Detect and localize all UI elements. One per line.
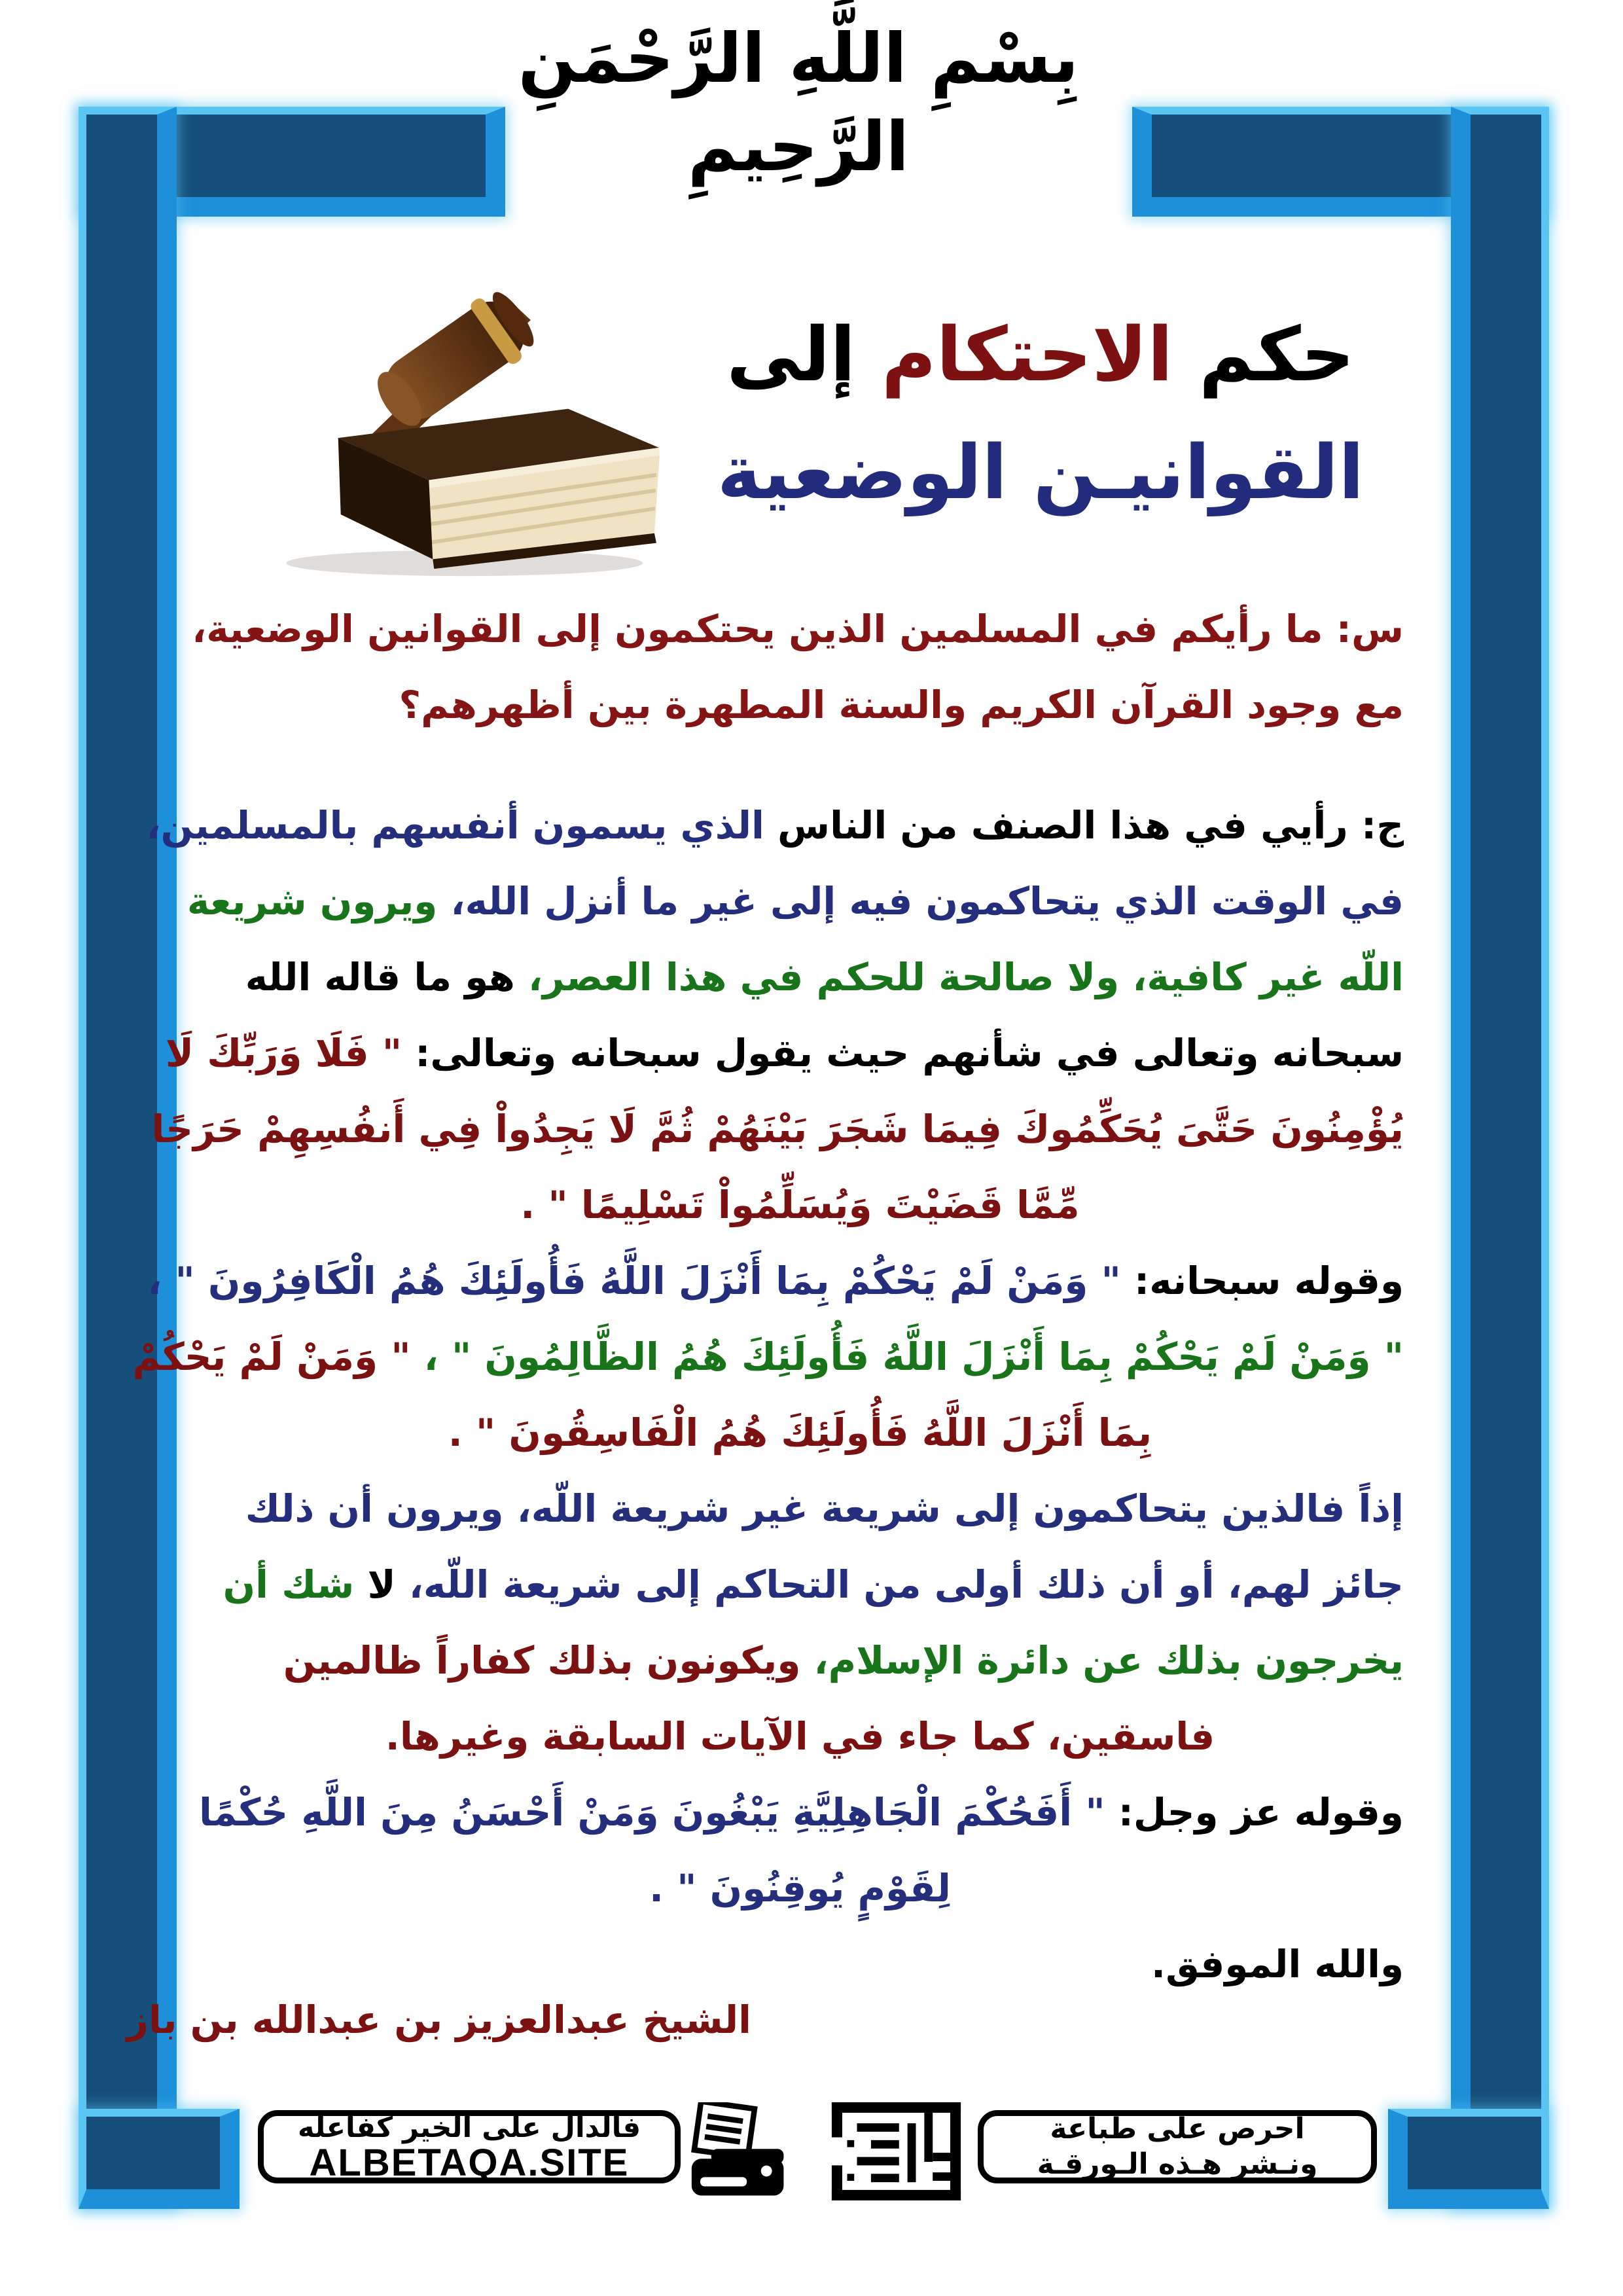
- print-note-line1: احرص على طباعة: [1050, 2112, 1305, 2145]
- printer-icon: [685, 2102, 793, 2200]
- bismillah-calligraphy: بِسْمِ اللَّهِ الرَّحْمَنِ الرَّحِيمِ: [518, 18, 1079, 187]
- frame-band-right: [1451, 107, 1549, 2209]
- text-line: وقوله سبحانه: " وَمَنْ لَمْ يَحْكُمْ بِمَا أَنْزَلَ اللَّهُ فَأُولَئِكَ هُمُ الْكَافِرُونَ " ،: [147, 1259, 1404, 1303]
- text-line: لِقَوْمٍ يُوقِنُونَ " .: [649, 1866, 951, 1910]
- text-line: جائز لهم، أو أن ذلك أولى من التحاكم إلى شريعة اللّه، لا شك أن: [223, 1562, 1404, 1607]
- print-note-line2: ونـشر هـذه الـورقـة: [1037, 2147, 1318, 2181]
- footer-left-box: [258, 2110, 681, 2183]
- question-line-1: س: ما رأيكم في المسلمين الذين يحتكمون إلى القوانين الوضعية،: [192, 607, 1404, 651]
- title-line2: القوانيـن الوضعية: [717, 429, 1364, 516]
- text-line: سبحانه وتعالى في شأنهم حيث يقول سبحانه وتعالى: " فَلَا وَرَبِّكَ لَا: [165, 1031, 1404, 1075]
- frame-band-bottom-left: [79, 2109, 240, 2209]
- question-block: [192, 591, 1404, 743]
- frame-band-bottom-right: [1388, 2109, 1549, 2209]
- footer-right-box: [978, 2110, 1377, 2183]
- text-line: إذاً فالذين يتحاكمون إلى شريعة غير شريعة اللّه، ويرون أن ذلك: [245, 1486, 1404, 1531]
- text-line: وقوله عز وجل: " أَفَحُكْمَ الْجَاهِلِيَّةِ يَبْغُونَ وَمَنْ أَحْسَنُ مِنَ اللَّهِ حُكْمًا: [199, 1790, 1404, 1835]
- text-line: والله الموفق.: [1151, 1942, 1404, 1986]
- text-line: ج: رأيي في هذا الصنف من الناس الذي يسمون أنفسهم بالمسلمين،: [146, 803, 1404, 848]
- text-line: " وَمَنْ لَمْ يَحْكُمْ بِمَا أَنْزَلَ اللَّهُ فَأُولَئِكَ هُمُ الظَّالِمُونَ " ، " وَمَنْ لَمْ يَحْكُمْ: [132, 1335, 1404, 1379]
- answer-block: [132, 787, 1404, 2002]
- site-url[interactable]: ALBETAQA.SITE: [309, 2142, 630, 2184]
- text-line: اللّه غير كافية، ولا صالحة للحكم في هذا العصر، هو ما قاله الله: [245, 955, 1404, 999]
- text-line: مِّمَّا قَضَيْتَ وَيُسَلِّمُواْ تَسْلِيمًا " .: [520, 1183, 1080, 1227]
- site-motto: فالدال على الخير كفاعله: [298, 2111, 641, 2144]
- text-line: في الوقت الذي يتحاكمون فيه إلى غير ما أنزل الله، ويرون شريعة: [187, 879, 1404, 924]
- text-line: فاسقين، كما جاء في الآيات السابقة وغيرها.: [385, 1714, 1215, 1759]
- signature: الشيخ عبدالعزيز بن عبدالله بن باز: [126, 1998, 751, 2042]
- question-line-2: مع وجود القرآن الكريم والسنة المطهرة بين أظهرهم؟: [399, 683, 1404, 727]
- title-line1: حكم الاحتكام إلى: [726, 311, 1355, 398]
- albetaqa-kufic-logo: [826, 2102, 967, 2200]
- gavel-book-image: [239, 250, 664, 581]
- text-line: يخرجون بذلك عن دائرة الإسلام، ويكونون بذلك كفاراً ظالمين: [283, 1638, 1404, 1683]
- text-line: يُؤْمِنُونَ حَتَّىَ يُحَكِّمُوكَ فِيمَا شَجَرَ بَيْنَهُمْ ثُمَّ لَا يَجِدُواْ فِي أَنفُسِهِمْ حَرَجًا: [151, 1107, 1404, 1151]
- page-title: [674, 296, 1407, 531]
- text-line: بِمَا أَنْزَلَ اللَّهُ فَأُولَئِكَ هُمُ الْفَاسِقُونَ " .: [448, 1410, 1152, 1455]
